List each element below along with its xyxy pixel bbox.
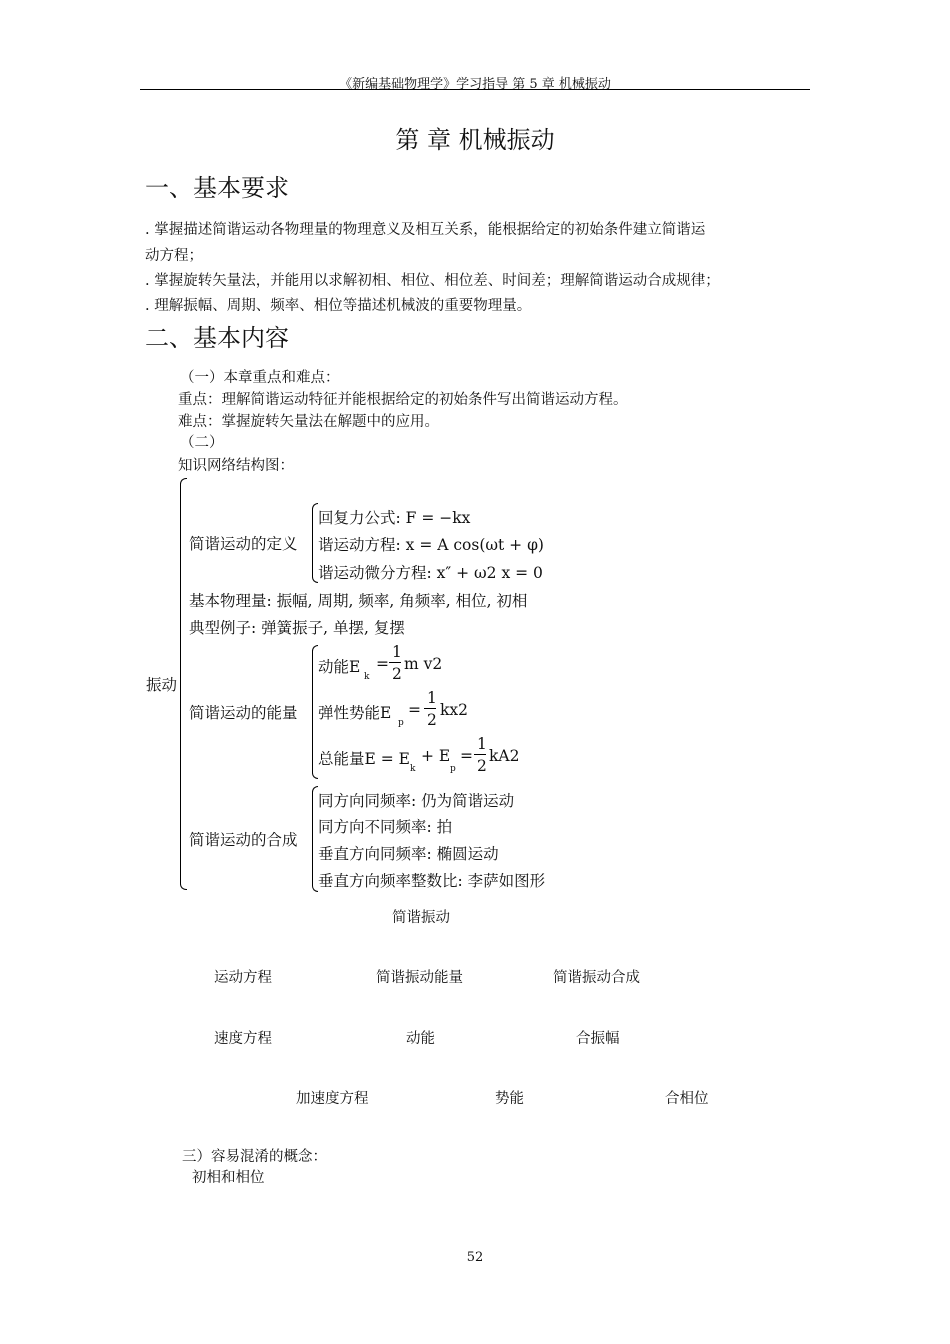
kinetic-numerator: 1 <box>392 643 402 661</box>
composition-item-4: 垂直方向频率整数比: 李萨如图形 <box>318 872 546 890</box>
req-item3: . 理解振幅、周期、频率、相位等描述机械波的重要物理量。 <box>145 298 532 314</box>
basic-quantities: 基本物理量: 振幅, 周期, 频率, 角频率, 相位, 初相 <box>189 592 528 610</box>
composition-label: 简谐运动的合成 <box>189 831 298 849</box>
typical-examples: 典型例子: 弹簧振子, 单摆, 复摆 <box>189 619 405 637</box>
definition-item-1: 回复力公式: F = −kx <box>318 509 471 527</box>
kinetic-tail: m v2 <box>404 655 443 673</box>
chapter-title: 第 章 机械振动 <box>395 126 555 154</box>
section3-item1: 初相和相位 <box>192 1170 265 1186</box>
definition-label: 简谐运动的定义 <box>189 535 298 553</box>
total-middle: + E <box>421 747 451 765</box>
definition-item-3: 谐运动微分方程: x″ + ω2 x = 0 <box>318 564 543 582</box>
total-prefix: 总能量E = E <box>318 750 410 768</box>
section2-heading: 二、基本内容 <box>145 324 289 352</box>
diagram-r3-c1: 加速度方程 <box>296 1091 369 1107</box>
sub-heading-2: （二） <box>180 435 224 451</box>
definition-item-2: 谐运动方程: x = A cos(ωt + φ) <box>318 536 544 554</box>
kinetic-equals: = <box>376 655 389 673</box>
section3-heading: 三）容易混淆的概念： <box>182 1149 327 1165</box>
diagram-r1-c3: 简谐振动合成 <box>553 970 640 986</box>
potential-equals: = <box>408 701 421 719</box>
network-root: 振动 <box>146 676 178 694</box>
req-item2: . 掌握旋转矢量法，并能用以求解初相、相位、相位差、时间差；理解简谐运动合成规律； <box>145 273 720 289</box>
total-equals: = <box>460 747 473 765</box>
composition-item-1: 同方向同频率: 仍为简谐运动 <box>318 792 515 810</box>
kinetic-subscript: k <box>364 672 370 682</box>
req-item1-line1: . 掌握描述简谐运动各物理量的物理意义及相互关系，能根据给定的初始条件建立简谐运 <box>145 222 706 238</box>
difficulty-point: 难点：掌握旋转矢量法在解题中的应用。 <box>178 414 439 430</box>
diagram-r1-c1: 运动方程 <box>214 970 272 986</box>
section1-heading: 一、基本要求 <box>145 174 289 202</box>
total-tail: kA2 <box>489 747 520 765</box>
page-header: 《新编基础物理学》学习指导 第 5 章 机械振动 <box>339 77 611 92</box>
potential-subscript: p <box>398 718 404 728</box>
total-fraction-bar <box>474 754 486 755</box>
composition-item-2: 同方向不同频率: 拍 <box>318 818 453 836</box>
sub-heading-1: （一）本章重点和难点： <box>180 370 340 386</box>
diagram-r2-c3: 合振幅 <box>576 1031 620 1047</box>
kinetic-prefix: 动能E <box>318 658 361 676</box>
diagram-top: 简谐振动 <box>392 910 450 926</box>
energy-label: 简谐运动的能量 <box>189 704 298 722</box>
header-rule <box>140 89 810 90</box>
page-number: 52 <box>466 1250 484 1265</box>
potential-prefix: 弹性势能E <box>318 704 392 722</box>
potential-tail: kx2 <box>440 701 468 719</box>
diagram-r1-c2: 简谐振动能量 <box>376 970 463 986</box>
kinetic-fraction-bar <box>389 662 401 663</box>
req-item1-line2: 动方程； <box>145 248 203 264</box>
key-point: 重点：理解简谐运动特征并能根据给定的初始条件写出简谐运动方程。 <box>178 392 628 408</box>
total-numerator: 1 <box>477 735 487 753</box>
potential-fraction-bar <box>424 708 436 709</box>
total-denominator: 2 <box>477 757 487 775</box>
root-brace <box>180 478 187 890</box>
potential-denominator: 2 <box>427 711 437 729</box>
diagram-r2-c1: 速度方程 <box>214 1031 272 1047</box>
network-label: 知识网络结构图： <box>178 458 294 474</box>
total-subscript-2: p <box>450 764 456 774</box>
diagram-r2-c2: 动能 <box>406 1031 435 1047</box>
diagram-r3-c2: 势能 <box>495 1091 524 1107</box>
composition-item-3: 垂直方向同频率: 椭圆运动 <box>318 845 499 863</box>
kinetic-denominator: 2 <box>392 665 402 683</box>
total-subscript-1: k <box>410 764 416 774</box>
diagram-r3-c3: 合相位 <box>665 1091 709 1107</box>
potential-numerator: 1 <box>427 689 437 707</box>
